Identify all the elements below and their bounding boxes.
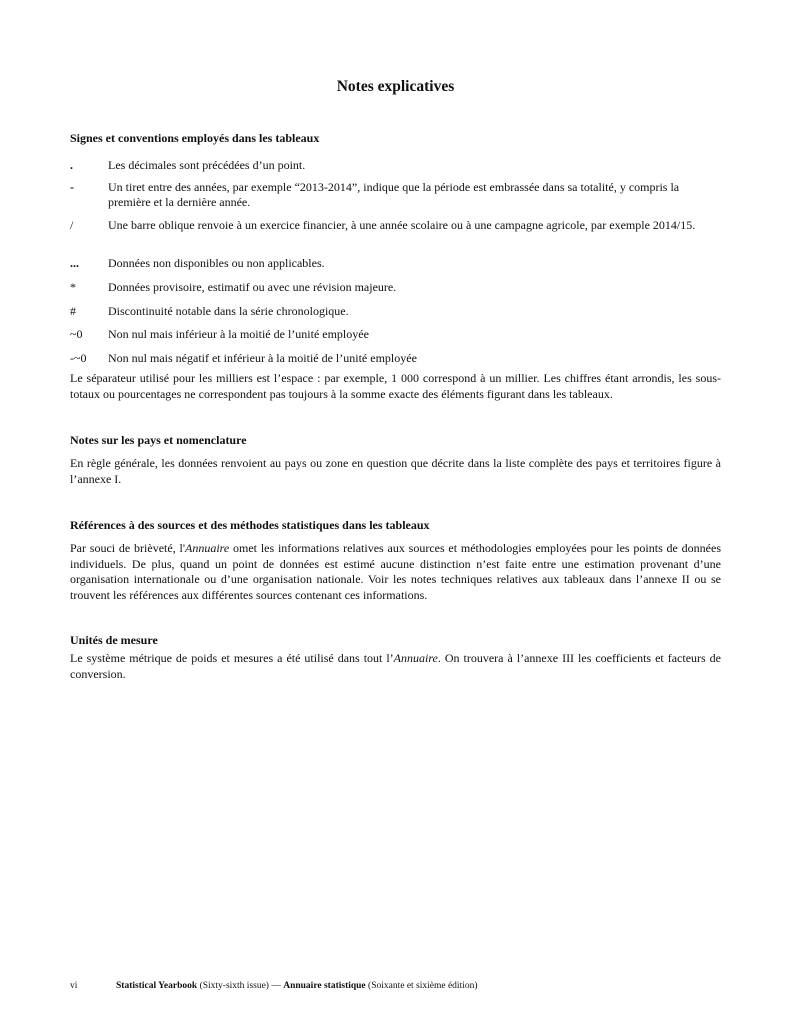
symbol-description: Une barre oblique renvoie à un exercice financier, à une année scolaire ou à une campagne agricole, par exemple 2014/15. [108,218,696,232]
pays-paragraph: En règle générale, les données renvoient au pays ou zone en question que décrite dans la liste complète des pays et territoires figure à l’annexe I. [70,456,721,486]
annuaire-italic: Annuaire [185,541,230,555]
section-heading-references: Références à des sources et des méthodes statistiques dans les tableaux [70,518,430,532]
symbol-slash: / [70,218,74,232]
symbol-description: Données provisoire, estimatif ou avec une révision majeure. [108,280,397,294]
symbol-point: . [70,158,73,172]
symbol-ellipsis: ... [70,256,79,270]
yearbook-issue-en: (Sixty-sixth issue) — [197,981,284,991]
references-text-start: Par souci de brièveté, l' [70,541,185,555]
unites-text-start: Le système métrique de poids et mesures a été utilisé dans tout l’ [70,651,394,665]
references-paragraph [70,541,721,603]
symbol-description: Un tiret entre des années, par exemple “2013-2014”, indique que la période est embrassée dans sa totalité, y compris la première et la dernière année. [108,180,680,209]
symbol-negative-tilde-zero: -~0 [70,351,87,365]
symbol-description: Non nul mais inférieur à la moitié de l’unité employée [108,327,369,341]
annuaire-italic: Annuaire [393,651,438,665]
unites-text-end: . On trouvera à l’annexe III les coefficients et facteurs de conversion. [70,651,721,681]
symbol-description: Données non disponibles ou non applicables. [108,256,325,270]
symbol-description: Discontinuité notable dans la série chronologique. [108,304,349,318]
references-text-end: omet les informations relatives aux sources et méthodologies employées pour les points de données individuels. De plus, quand un point de données est estimé aucune distinction n’est faite entre une estimation provenant d’une organisation internationale ou d’une organisation nationale. Voir les notes techniques relatives aux tableaux dans l’annexe II ou se trouvent les références aux différentes sources contenant ces informations. [70,541,721,602]
yearbook-title [116,981,478,991]
symbol-tilde-zero: ~0 [70,327,83,341]
section-heading-unites: Unités de mesure [70,633,158,647]
yearbook-issue-fr: (Soixante et sixième édition) [365,981,478,991]
section-heading-pays: Notes sur les pays et nomenclature [70,433,247,447]
section-heading-signes: Signes et conventions employés dans les tableaux [70,131,320,145]
page-title: Notes explicatives [336,78,455,95]
separator-paragraph: Le séparateur utilisé pour les milliers est l’espace : par exemple, 1 000 correspond à un millier. Les chiffres étant arrondis, les sous-totaux ou pourcentages ne correspondent pas toujours à la somme exacte des éléments figurant dans les tableaux. [70,371,721,401]
symbol-asterisk: * [70,280,76,294]
yearbook-title-fr: Annuaire statistique [283,981,366,991]
unites-paragraph [70,651,721,682]
symbol-description: Non nul mais négatif et inférieur à la moitié de l’unité employée [108,351,417,365]
symbol-hash: # [70,304,76,318]
symbol-dash: - [70,180,74,194]
page-number: vi [70,981,78,991]
yearbook-title-en: Statistical Yearbook [116,981,198,991]
symbol-description: Les décimales sont précédées d’un point. [108,158,306,172]
